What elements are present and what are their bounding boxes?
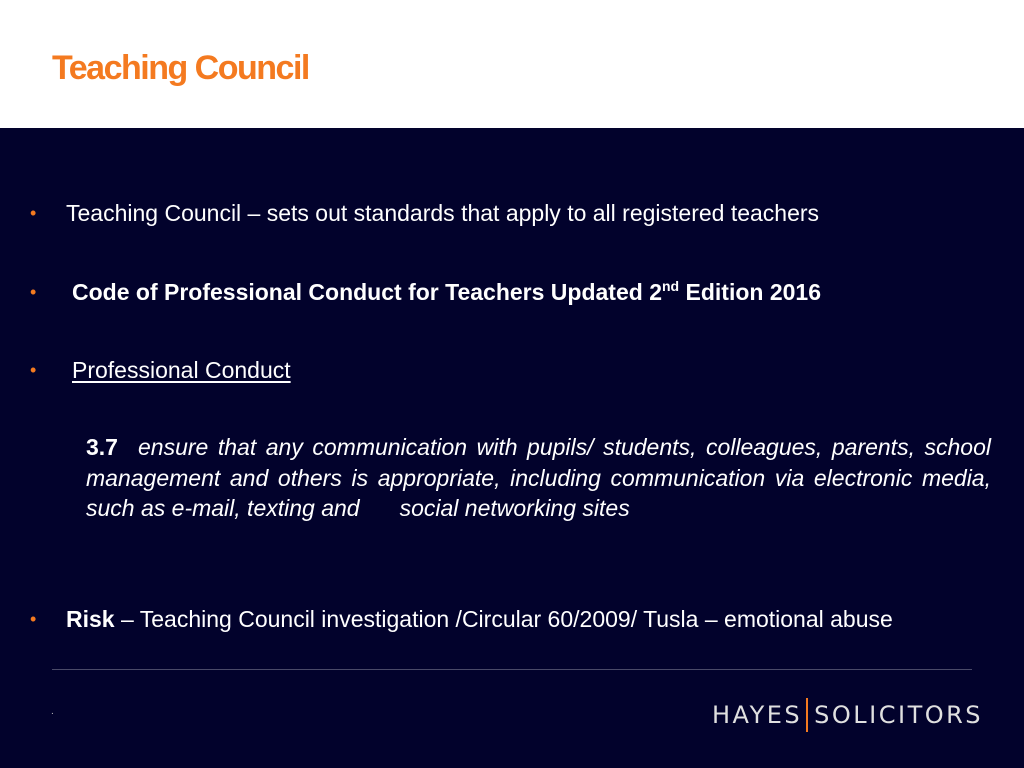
bullet-icon: •	[30, 282, 37, 302]
edition-text: Edition 2016	[679, 279, 821, 305]
logo-hayes: HAYES	[712, 701, 803, 729]
bullet-standards: Teaching Council – sets out standards that apply to all registered teachers	[66, 200, 820, 226]
footer-divider	[52, 669, 972, 670]
logo-solicitors: SOLICITORS	[814, 701, 984, 729]
clause-number: 3.7	[86, 434, 118, 460]
logo-divider-bar	[806, 698, 808, 732]
footer-mark: .	[51, 706, 54, 717]
conduct-clause	[86, 432, 991, 524]
hayes-solicitors-logo	[712, 697, 983, 733]
clause-text: ensure that any communication with pupils/ students, colleagues, parents, school management and others is appropriate, including communication via electronic media, such as e-mail, texting and	[86, 434, 991, 521]
slide-title: Teaching Council	[52, 49, 309, 87]
header	[0, 0, 1024, 128]
bullet-risk	[66, 605, 893, 633]
bullet-icon: •	[30, 203, 37, 223]
ordinal-suffix: nd	[662, 278, 680, 294]
bullet-professional-conduct: Professional Conduct	[72, 357, 291, 383]
bullet-icon: •	[30, 609, 37, 629]
bullet-code-of-conduct	[72, 278, 821, 306]
clause-text-end: social networking sites	[399, 495, 630, 521]
bullet-icon: •	[30, 360, 37, 380]
risk-label: Risk	[66, 606, 115, 632]
code-title-text: Code of Professional Conduct for Teachers Updated 2	[72, 279, 662, 305]
risk-text: – Teaching Council investigation /Circular 60/2009/ Tusla – emotional abuse	[114, 606, 893, 632]
content-area	[0, 128, 1024, 768]
